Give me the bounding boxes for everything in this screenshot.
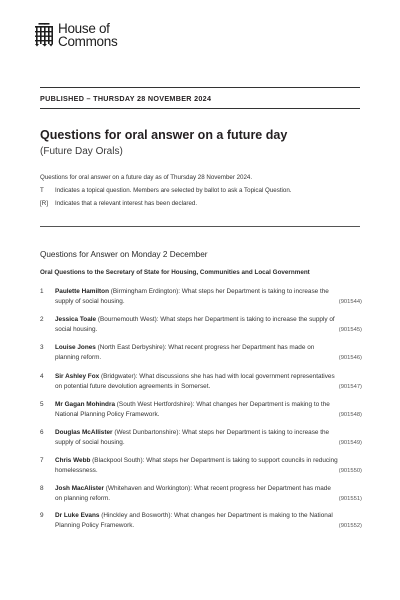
legend-mark-topical: T [40, 187, 44, 194]
constituency: (Bridgwater): [100, 373, 138, 380]
question-body [55, 343, 338, 363]
question-reference: (901547) [338, 384, 362, 390]
question-body [55, 456, 338, 476]
legend-text-topical: Indicates a topical question. Members are selected by ballot to ask a Topical Question. [55, 187, 292, 194]
legend-text-interest: Indicates that a relevant interest has been declared. [55, 200, 198, 207]
question-reference: (901545) [338, 327, 362, 333]
question-text: What discussions she has had with local government representatives on potential future devolution agreements in Somerset. [55, 373, 335, 390]
constituency: (Birmingham Erdington): [110, 288, 181, 295]
logo-wordmark [58, 22, 117, 48]
constituency: (Whitehaven and Workington): [105, 485, 192, 492]
constituency: (South West Hertfordshire): [116, 401, 195, 408]
member-name: Paulette Hamilton [55, 288, 109, 295]
question-reference: (901550) [338, 468, 362, 474]
section-heading: Questions for Answer on Monday 2 December [40, 250, 208, 259]
constituency: (Hinckley and Bosworth): [101, 512, 173, 519]
question-body [55, 287, 338, 307]
published-date: PUBLISHED – THURSDAY 28 NOVEMBER 2024 [40, 94, 212, 103]
top-rule [40, 87, 360, 88]
member-name: Josh MacAlister [55, 485, 105, 492]
question-text: What recent progress her Department has made on planning reform. [55, 344, 315, 361]
question-reference: (901552) [338, 523, 362, 529]
question-body [55, 511, 338, 531]
department-heading: Oral Questions to the Secretary of State for Housing, Communities and Local Government [40, 269, 310, 276]
member-name: Jessica Toale [55, 316, 97, 323]
page-subtitle: (Future Day Orals) [40, 146, 123, 157]
question-number: 3 [40, 344, 44, 351]
question-body [55, 428, 338, 448]
member-name: Chris Webb [55, 457, 91, 464]
question-reference: (901551) [338, 496, 362, 502]
question-body [55, 315, 338, 335]
constituency: (West Dunbartonshire): [114, 429, 181, 436]
intro-text: Questions for oral answer on a future day as of Thursday 28 November 2024. [40, 174, 253, 181]
house-of-commons-logo [34, 22, 117, 48]
member-name: Dr Luke Evans [55, 512, 100, 519]
logo-line-2: Commons [58, 34, 118, 49]
question-text: What steps her Department is taking to increase the supply of social housing. [55, 316, 335, 333]
question-text: What recent progress her Department has made on planning reform. [55, 485, 331, 502]
question-body [55, 372, 338, 392]
question-number: 4 [40, 373, 44, 380]
question-reference: (901546) [338, 355, 362, 361]
constituency: (North East Derbyshire): [97, 344, 167, 351]
question-reference: (901549) [338, 440, 362, 446]
logo-line-1: House of [58, 21, 110, 36]
question-body [55, 484, 338, 504]
question-text: What changes her Department is making to the National Planning Policy Framework. [55, 512, 333, 529]
portcullis-icon [34, 23, 54, 47]
constituency: (Bournemouth West): [97, 316, 159, 323]
member-name: Louise Jones [55, 344, 96, 351]
question-body [55, 400, 338, 420]
question-number: 5 [40, 401, 44, 408]
question-number: 9 [40, 512, 44, 519]
member-name: Sir Ashley Fox [55, 373, 100, 380]
question-number: 1 [40, 288, 44, 295]
legend-mark-interest: [R] [40, 200, 48, 207]
question-text: What changes her Department is making to the National Planning Policy Framework. [55, 401, 330, 418]
question-number: 2 [40, 316, 44, 323]
question-text: What steps her Department is taking to increase the supply of social housing. [55, 288, 329, 305]
constituency: (Blackpool South): [92, 457, 145, 464]
question-number: 8 [40, 485, 44, 492]
published-rule [40, 108, 360, 109]
page-title: Questions for oral answer on a future day [40, 128, 288, 142]
question-reference: (901544) [338, 299, 362, 305]
member-name: Douglas McAllister [55, 429, 113, 436]
question-number: 7 [40, 457, 44, 464]
question-text: What steps her Department is taking to increase the supply of social housing. [55, 429, 330, 446]
section-divider [40, 226, 360, 227]
question-reference: (901548) [338, 412, 362, 418]
question-number: 6 [40, 429, 44, 436]
question-text: What steps her Department is taking to support councils in reducing homelessness. [55, 457, 338, 474]
member-name: Mr Gagan Mohindra [55, 401, 116, 408]
